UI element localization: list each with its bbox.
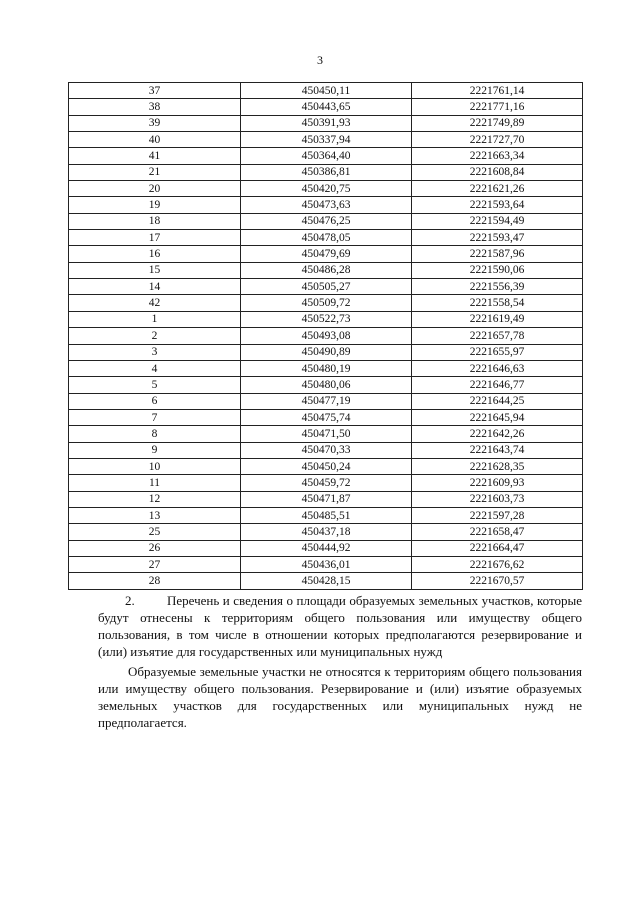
y-coordinate-cell: 2221597,28 (412, 507, 583, 523)
y-coordinate-cell: 2221642,26 (412, 426, 583, 442)
point-number-cell: 18 (69, 213, 241, 229)
point-number-cell: 28 (69, 573, 241, 589)
y-coordinate-cell: 2221646,63 (412, 360, 583, 376)
x-coordinate-cell: 450444,92 (241, 540, 412, 556)
y-coordinate-cell: 2221727,70 (412, 132, 583, 148)
x-coordinate-cell: 450480,06 (241, 377, 412, 393)
x-coordinate-cell: 450479,69 (241, 246, 412, 262)
y-coordinate-cell: 2221771,16 (412, 99, 583, 115)
table-row (69, 475, 583, 491)
coordinates-table-body (69, 83, 583, 590)
coordinates-table (68, 82, 583, 590)
point-number-cell: 39 (69, 115, 241, 131)
point-number-cell: 42 (69, 295, 241, 311)
y-coordinate-cell: 2221658,47 (412, 524, 583, 540)
x-coordinate-cell: 450490,89 (241, 344, 412, 360)
x-coordinate-cell: 450391,93 (241, 115, 412, 131)
x-coordinate-cell: 450420,75 (241, 181, 412, 197)
x-coordinate-cell: 450493,08 (241, 328, 412, 344)
x-coordinate-cell: 450436,01 (241, 556, 412, 572)
y-coordinate-cell: 2221594,49 (412, 213, 583, 229)
table-row (69, 556, 583, 572)
point-number-cell: 21 (69, 164, 241, 180)
x-coordinate-cell: 450505,27 (241, 279, 412, 295)
table-row (69, 99, 583, 115)
y-coordinate-cell: 2221646,77 (412, 377, 583, 393)
y-coordinate-cell: 2221645,94 (412, 409, 583, 425)
x-coordinate-cell: 450476,25 (241, 213, 412, 229)
table-row (69, 148, 583, 164)
point-number-cell: 2 (69, 328, 241, 344)
table-row (69, 132, 583, 148)
point-number-cell: 13 (69, 507, 241, 523)
table-row (69, 442, 583, 458)
x-coordinate-cell: 450480,19 (241, 360, 412, 376)
x-coordinate-cell: 450450,24 (241, 458, 412, 474)
table-row (69, 426, 583, 442)
point-number-cell: 10 (69, 458, 241, 474)
x-coordinate-cell: 450471,87 (241, 491, 412, 507)
point-number-cell: 12 (69, 491, 241, 507)
table-row (69, 507, 583, 523)
y-coordinate-cell: 2221676,62 (412, 556, 583, 572)
table-row (69, 295, 583, 311)
x-coordinate-cell: 450509,72 (241, 295, 412, 311)
table-row (69, 83, 583, 99)
y-coordinate-cell: 2221558,54 (412, 295, 583, 311)
x-coordinate-cell: 450450,11 (241, 83, 412, 99)
point-number-cell: 40 (69, 132, 241, 148)
y-coordinate-cell: 2221593,47 (412, 230, 583, 246)
table-row (69, 409, 583, 425)
point-number-cell: 16 (69, 246, 241, 262)
x-coordinate-cell: 450478,05 (241, 230, 412, 246)
section-2-body: Образуемые земельные участки не относятся к территориям общего пользования или имуществу общего пользования. Резервирование и (или) изъятие образуемых земельных участков для государственных или муниципальных нужд не предполагается. (98, 664, 582, 730)
table-row (69, 213, 583, 229)
point-number-cell: 8 (69, 426, 241, 442)
point-number-cell: 9 (69, 442, 241, 458)
y-coordinate-cell: 2221593,64 (412, 197, 583, 213)
x-coordinate-cell: 450337,94 (241, 132, 412, 148)
y-coordinate-cell: 2221749,89 (412, 115, 583, 131)
y-coordinate-cell: 2221619,49 (412, 311, 583, 327)
table-row (69, 360, 583, 376)
point-number-cell: 26 (69, 540, 241, 556)
point-number-cell: 5 (69, 377, 241, 393)
point-number-cell: 41 (69, 148, 241, 164)
x-coordinate-cell: 450428,15 (241, 573, 412, 589)
y-coordinate-cell: 2221761,14 (412, 83, 583, 99)
y-coordinate-cell: 2221556,39 (412, 279, 583, 295)
point-number-cell: 14 (69, 279, 241, 295)
y-coordinate-cell: 2221664,47 (412, 540, 583, 556)
y-coordinate-cell: 2221663,34 (412, 148, 583, 164)
table-row (69, 279, 583, 295)
x-coordinate-cell: 450470,33 (241, 442, 412, 458)
x-coordinate-cell: 450437,18 (241, 524, 412, 540)
point-number-cell: 27 (69, 556, 241, 572)
point-number-cell: 20 (69, 181, 241, 197)
table-row (69, 197, 583, 213)
y-coordinate-cell: 2221603,73 (412, 491, 583, 507)
section-2-number: 2. (125, 593, 135, 608)
x-coordinate-cell: 450475,74 (241, 409, 412, 425)
table-row (69, 377, 583, 393)
table-row (69, 491, 583, 507)
y-coordinate-cell: 2221628,35 (412, 458, 583, 474)
table-row (69, 524, 583, 540)
table-row (69, 328, 583, 344)
y-coordinate-cell: 2221587,96 (412, 246, 583, 262)
table-row (69, 311, 583, 327)
x-coordinate-cell: 450459,72 (241, 475, 412, 491)
table-row (69, 573, 583, 589)
page-number: 3 (317, 53, 323, 67)
table-row (69, 181, 583, 197)
table-row (69, 458, 583, 474)
table-row (69, 164, 583, 180)
point-number-cell: 19 (69, 197, 241, 213)
y-coordinate-cell: 2221621,26 (412, 181, 583, 197)
y-coordinate-cell: 2221644,25 (412, 393, 583, 409)
y-coordinate-cell: 2221657,78 (412, 328, 583, 344)
point-number-cell: 38 (69, 99, 241, 115)
point-number-cell: 11 (69, 475, 241, 491)
point-number-cell: 37 (69, 83, 241, 99)
table-row (69, 262, 583, 278)
y-coordinate-cell: 2221608,84 (412, 164, 583, 180)
x-coordinate-cell: 450473,63 (241, 197, 412, 213)
x-coordinate-cell: 450486,28 (241, 262, 412, 278)
y-coordinate-cell: 2221670,57 (412, 573, 583, 589)
point-number-cell: 17 (69, 230, 241, 246)
x-coordinate-cell: 450471,50 (241, 426, 412, 442)
x-coordinate-cell: 450386,81 (241, 164, 412, 180)
point-number-cell: 15 (69, 262, 241, 278)
table-row (69, 230, 583, 246)
table-row (69, 393, 583, 409)
point-number-cell: 1 (69, 311, 241, 327)
table-row (69, 115, 583, 131)
point-number-cell: 3 (69, 344, 241, 360)
x-coordinate-cell: 450522,73 (241, 311, 412, 327)
y-coordinate-cell: 2221655,97 (412, 344, 583, 360)
section-2-heading (98, 592, 582, 660)
x-coordinate-cell: 450443,65 (241, 99, 412, 115)
table-row (69, 246, 583, 262)
x-coordinate-cell: 450485,51 (241, 507, 412, 523)
y-coordinate-cell: 2221643,74 (412, 442, 583, 458)
section-2-heading-text: Перечень и сведения о площади образуемых земельных участков, которые будут отнесены к территориям общего пользования или имуществу общего пользования, в том числе в отношении которых предполагаются резервирование и (или) изъятие для государственных или муниципальных нужд (98, 593, 582, 659)
table-row (69, 540, 583, 556)
y-coordinate-cell: 2221609,93 (412, 475, 583, 491)
x-coordinate-cell: 450477,19 (241, 393, 412, 409)
x-coordinate-cell: 450364,40 (241, 148, 412, 164)
point-number-cell: 4 (69, 360, 241, 376)
y-coordinate-cell: 2221590,06 (412, 262, 583, 278)
point-number-cell: 6 (69, 393, 241, 409)
table-row (69, 344, 583, 360)
point-number-cell: 25 (69, 524, 241, 540)
point-number-cell: 7 (69, 409, 241, 425)
